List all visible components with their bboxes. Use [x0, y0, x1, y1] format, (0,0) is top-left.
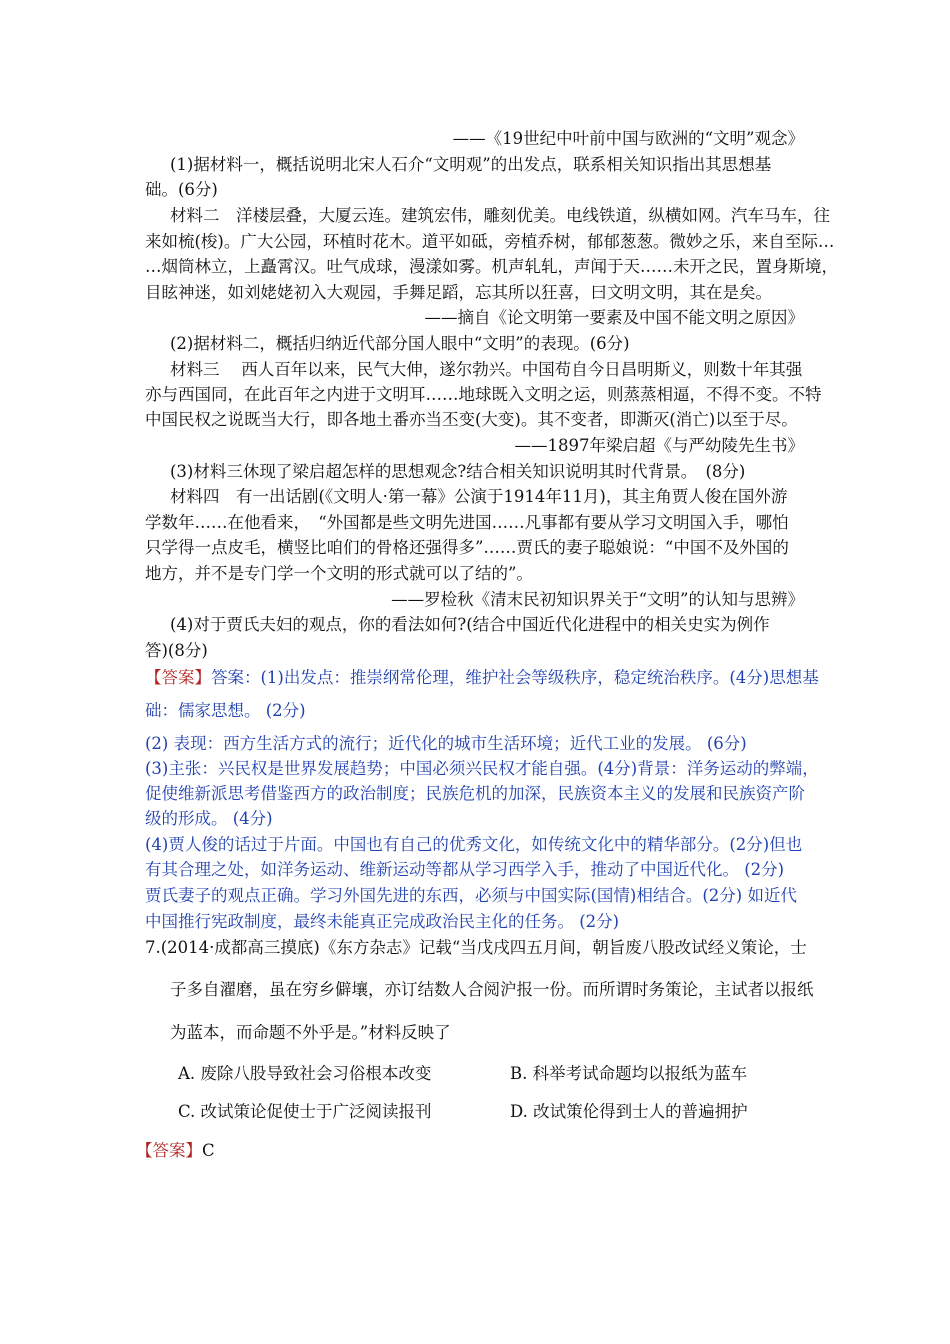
- question7-line2: 子多自濯磨，虽在穷乡僻壤，亦订结数人合阅沪报一份。而所谓时务策论，主试者以报纸: [170, 980, 814, 999]
- question7-answer-tag: 【答案】: [136, 1141, 202, 1160]
- question7-line3: 为蓝本，而命题不外乎是。”材料反映了: [170, 1023, 451, 1042]
- option-c: C. 改试策论促使士于广泛阅读报刊: [178, 1102, 432, 1121]
- answer4-line3: 贾氏妻子的观点正确。学习外国先进的东西，必须与中国实际(国情)相结合。(2分) 如近代: [145, 886, 797, 905]
- material2-source: ——摘自《论文明第一要素及中国不能文明之原因》: [424, 308, 804, 327]
- material3-line3: 中国民权之说既当大行，即各地土番亦当丕变(大变)。其不变者，即澌灭(消亡)以至于尽。: [145, 410, 798, 429]
- material2-line4: 目眩神迷，如刘姥姥初入大观园，手舞足蹈，忘其所以狂喜，曰文明文明，其在是矣。: [145, 283, 772, 302]
- material3-source: ——1897年梁启超《与严幼陵先生书》: [514, 436, 804, 455]
- answer-line1: [145, 667, 819, 689]
- answer4-line2: 有其合理之处，如洋务运动、维新运动等都从学习西学入手，推动了中国近代化。 (2分): [145, 860, 785, 879]
- question7-answer-value: C: [202, 1141, 215, 1160]
- question7-line1: 7.(2014·成都高三摸底)《东方杂志》记载“当戊戌四五月间，朝旨废八股改试经义策论，士: [145, 938, 807, 957]
- answer4-line1: (4)贾人俊的话过于片面。中国也有自己的优秀文化，如传统文化中的精华部分。(2分)但也: [145, 835, 803, 854]
- question3: (3)材料三休现了梁启超怎样的思想观念?结合相关知识说明其时代背景。 (8分): [170, 462, 746, 481]
- answer-tag: 【答案】: [145, 668, 211, 687]
- question1-line1: (1)据材料一，概括说明北宋人石介“文明观”的出发点，联系相关知识指出其思想基: [170, 155, 772, 174]
- answer3-line2: 促使维新派思考借鉴西方的政治制度；民族危机的加深，民族资本主义的发展和民族资产阶: [145, 784, 805, 803]
- material2-line1: 材料二 洋楼层叠，大厦云连。建筑宏伟，雕刻优美。电线铁道，纵横如网。汽车马车，往: [170, 206, 830, 225]
- material2-line2: 来如梳(梭)。广大公园，环植时花木。道平如砥，旁植乔树，郁郁葱葱。微妙之乐，来自至际…: [145, 232, 835, 251]
- answer2: (2) 表现：西方生活方式的流行；近代化的城市生活环境；近代工业的发展。 (6分): [145, 734, 747, 753]
- material2-line3: …烟筒林立，上矗霄汉。吐气成球，漫漾如雾。机声轧轧，声闻于天……未开之民，置身斯境，: [145, 257, 838, 276]
- question7-answer: [136, 1140, 215, 1162]
- question4-line2: 答)(8分): [145, 641, 208, 660]
- material4-line1: 材料四 有一出话剧(《文明人·第一幕》公演于1914年11月)，其主角贾人俊在国外游: [170, 487, 788, 506]
- material3-line1: 材料三 西人百年以来，民气大伸，遂尔勃兴。中国苟自今日昌明斯义，则数十年其强: [170, 360, 803, 379]
- question4-line1: (4)对于贾氏夫妇的观点，你的看法如何?(结合中国近代化进程中的相关史实为例作: [170, 615, 770, 634]
- material4-line2: 学数年……在他看来， “外国都是些文明先进国……凡事都有要从学习文明国入手，哪怕: [145, 513, 789, 532]
- question1-line2: 础。(6分): [145, 180, 218, 199]
- option-b: B. 科举考试命题均以报纸为蓝车: [510, 1064, 748, 1083]
- material4-line4: 地方，并不是专门学一个文明的形式就可以了结的”。: [145, 564, 533, 583]
- material3-line2: 亦与西国同，在此百年之内进于文明耳……地球既入文明之运，则蒸蒸相逼，不得不变。不特: [145, 385, 822, 404]
- answer1-line2: 础：儒家思想。 (2分): [145, 701, 306, 720]
- material4-line3: 只学得一点皮毛，横竖比咱们的骨格还强得多”……贾氏的妻子聪娘说：“中国不及外国的: [145, 538, 789, 557]
- material1-source: ——《19世纪中叶前中国与欧洲的“文明”观念》: [452, 129, 804, 148]
- material4-source: ——罗检秋《清末民初知识界关于“文明”的认知与思辨》: [391, 590, 804, 609]
- option-d: D. 改试策伦得到士人的普遍拥护: [510, 1102, 748, 1121]
- answer3-line3: 级的形成。 (4分): [145, 809, 273, 828]
- answer4-line4: 中国推行宪政制度，最终未能真正完成政治民主化的任务。 (2分): [145, 912, 620, 931]
- answer3-line1: (3)主张：兴民权是世界发展趋势；中国必须兴民权才能自强。(4分)背景：洋务运动的弊端，: [145, 759, 819, 778]
- option-a: A. 废除八股导致社会习俗根本改变: [178, 1064, 432, 1083]
- question2: (2)据材料二，概括归纳近代部分国人眼中“文明”的表现。(6分): [170, 334, 630, 353]
- answer1-text: 答案：(1)出发点：推崇纲常伦理，维护社会等级秩序，稳定统治秩序。(4分)思想基: [211, 668, 819, 687]
